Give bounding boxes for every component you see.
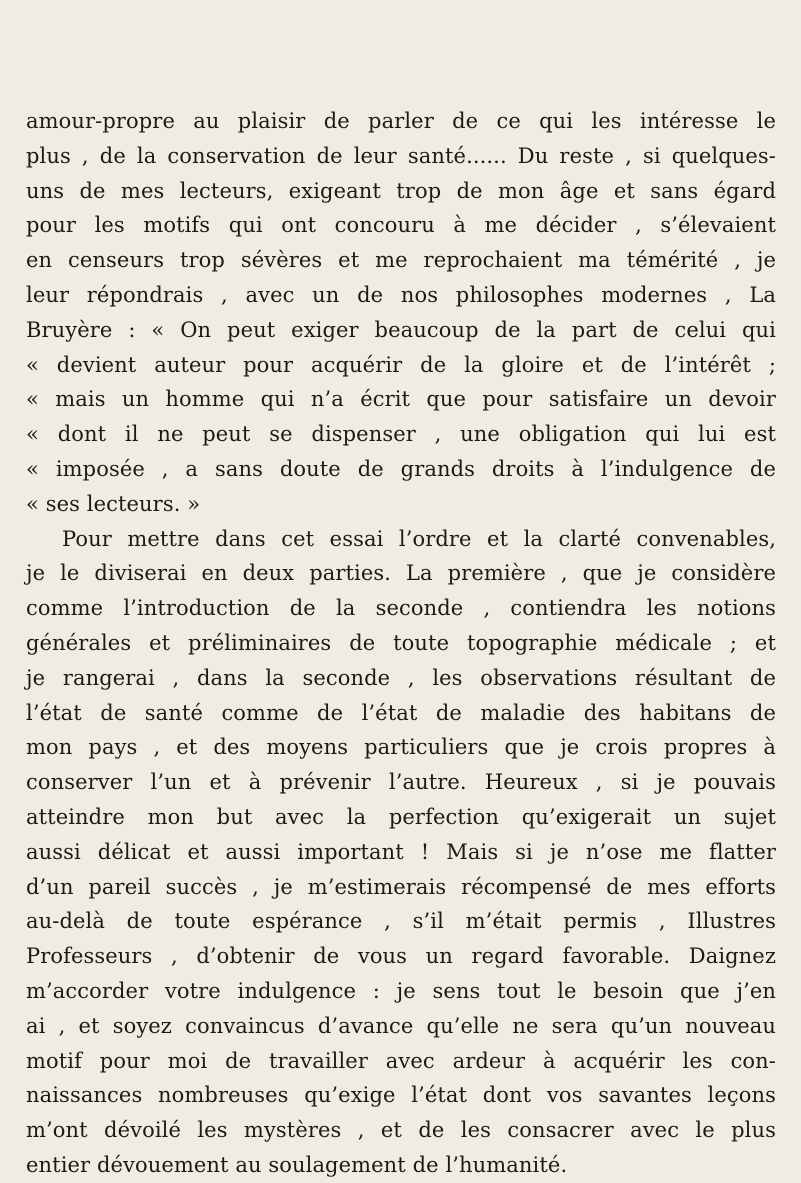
text-line-27: ai , et soyez convaincus d’avance qu’elle ne sera qu’un nouveau [26, 1013, 776, 1038]
text-line-3: uns de mes lecteurs, exigeant trop de mon âge et sans égard [26, 178, 776, 203]
text-line-6: leur répondrais , avec un de nos philosophes modernes , La [26, 282, 776, 307]
text-line-23: d’un pareil succès , je m’estimerais récompensé de mes efforts [26, 874, 776, 899]
text-line-1: amour-propre au plaisir de parler de ce qui les intéresse le [26, 109, 776, 133]
text-line-28: motif pour moi de travailler avec ardeur à acquérir les con- [26, 1048, 776, 1073]
text-line-17: je rangerai , dans la seconde , les observations résultant de [26, 665, 776, 690]
text-line-19: mon pays , et des moyens particuliers que je crois propres à [26, 735, 776, 760]
text-line-20: conserver l’un et à prévenir l’autre. Heureux , si je pouvais [26, 770, 776, 795]
text-line-26: m’accorder votre indulgence : je sens tout le besoin que j’en [26, 978, 776, 1003]
text-line-31: entier dévouement au soulagement de l’humanité. [26, 1152, 568, 1177]
text-line-12: « ses lecteurs. » [26, 491, 201, 516]
text-line-8: « devient auteur pour acquérir de la gloire et de l’intérêt ; [26, 352, 776, 377]
text-line-11: « imposée , a sans doute de grands droits à l’indulgence de [26, 456, 776, 481]
body-text [26, 104, 776, 1183]
text-line-2: plus , de la conservation de leur santé...... Du reste , si quelques- [26, 143, 776, 168]
text-line-22: aussi délicat et aussi important ! Mais si je n’ose me flatter [26, 839, 776, 864]
text-line-29: naissances nombreuses qu’exige l’état dont vos savantes leçons [26, 1083, 776, 1108]
text-line-18: l’état de santé comme de l’état de maladie des habitans de [26, 700, 776, 725]
text-line-9: « mais un homme qui n’a écrit que pour satisfaire un devoir [26, 387, 776, 412]
text-line-5: en censeurs trop sévères et me reprochaient ma témérité , je [26, 248, 776, 273]
text-line-25: Professeurs , d’obtenir de vous un regard favorable. Daignez [26, 944, 776, 969]
text-line-13: Pour mettre dans cet essai l’ordre et la clarté convenables, [62, 526, 776, 551]
text-line-7: Bruyère : « On peut exiger beaucoup de la part de celui qui [26, 317, 776, 342]
text-line-4: pour les motifs qui ont concouru à me décider , s’élevaient [26, 213, 776, 238]
text-line-30: m’ont dévoilé les mystères , et de les consacrer avec le plus [26, 1118, 776, 1143]
text-line-10: « dont il ne peut se dispenser , une obligation qui lui est [26, 422, 776, 447]
text-line-15: comme l’introduction de la seconde , contiendra les notions [26, 596, 776, 621]
text-line-24: au-delà de toute espérance , s’il m’était permis , Illustres [26, 909, 776, 934]
text-line-16: générales et préliminaires de toute topographie médicale ; et [26, 630, 776, 655]
text-line-21: atteindre mon but avec la perfection qu’exigerait un sujet [26, 804, 776, 829]
text-line-14: je le diviserai en deux parties. La première , que je considère [26, 561, 776, 586]
